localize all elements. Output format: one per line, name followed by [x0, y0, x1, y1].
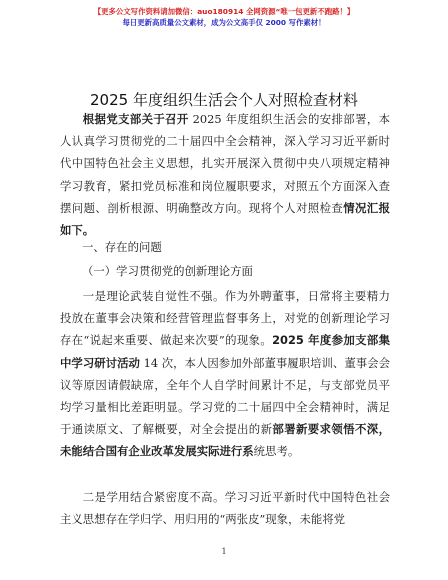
para1-text-e: 统思考。 — [253, 444, 300, 459]
para1-text-a: 一是理论武装自觉性不强。作为外聘董事，日常将主要精力投放在董事会决策和经营管理监督事务上，对党的创新理论学习存在“说起来重要、做起来次要”的现象。 — [60, 289, 390, 348]
section-heading-problems: 一、存在的问题 — [82, 240, 162, 254]
intro-paragraph — [60, 108, 390, 241]
promo-line-1: 【更多公文写作资料请加微信：auo180914 全网资源“唯一包更新不跑路！】 — [93, 7, 355, 16]
paragraph-2 — [60, 486, 390, 530]
para1-bold-2: 部署新要求领悟不深，未能结合国有企业改革发展实际进行系 — [60, 422, 390, 459]
paragraph-1 — [60, 285, 390, 463]
page-number: 1 — [221, 547, 227, 556]
promo-line-2: 每日更新高质量公文素材，成为公文高手仅 2000 写作素材！ — [122, 18, 326, 27]
intro-text: 2025 年度组织生活会的安排部署，本人认真学习贯彻党的二十届四中全会精神，深入学习习近平新时代中国特色社会主义思想，扎实开展深入贯彻中央八项规定精神学习教育，紧扣党员标准和岗位履职要求，对照五个方面深入查摆问题、剖析根源、明确整改方向。现将个人对照检查 — [60, 112, 390, 215]
subsection-heading-theory: （一）学习贯彻党的创新理论方面 — [82, 264, 253, 278]
intro-bold-lead: 根据党支部关于召开 — [82, 112, 189, 126]
para1-bold: 2025 年度参加支部集中学习研讨活动 — [60, 333, 390, 370]
para1-text-c: 14 次，本人因参加外部董事履职培训、董事会会议等原因请假缺席，全年个人自学时间累计不足，与支部党员平均学习量相比差距明显。学习党的二十届四中全会精神时，满足于通读原文、了解概要，对全会提出的新 — [60, 355, 390, 437]
para2-text: 二是学用结合紧密度不高。学习习近平新时代中国特色社会主义思想存在学归学、用归用的“两张皮”现象，未能将党 — [60, 490, 390, 527]
document-title: 2025 年度组织生活会个人对照检查材料 — [90, 91, 358, 109]
intro-bold-end: 情况汇报如下。 — [60, 200, 390, 238]
promo-banner — [0, 6, 448, 28]
